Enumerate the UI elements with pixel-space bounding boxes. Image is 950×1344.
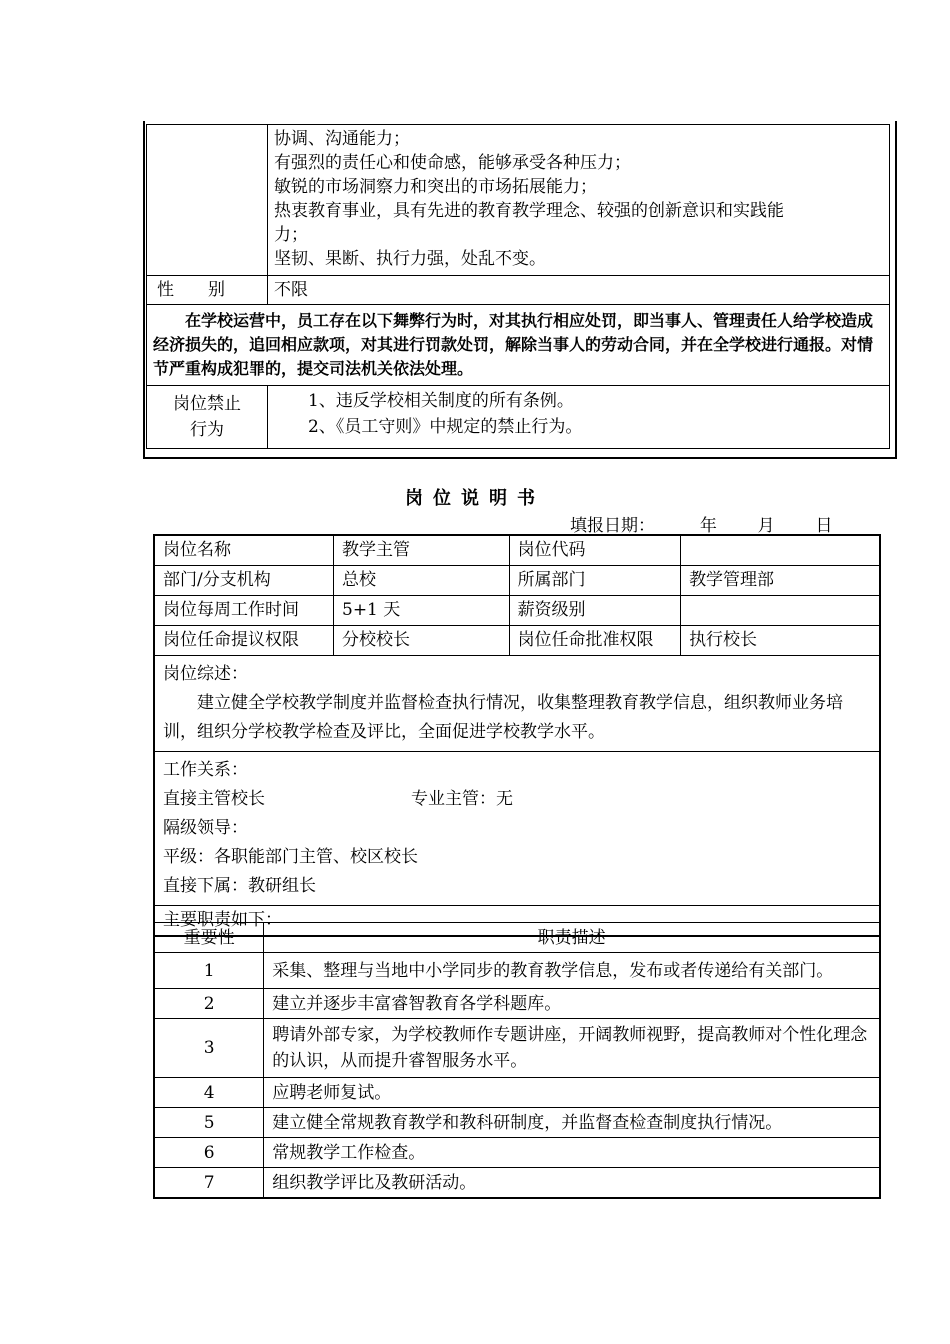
fill-date — [570, 511, 832, 536]
summary-section — [154, 656, 880, 752]
duty-number: 7 — [154, 1168, 264, 1199]
date-month: 月 — [757, 516, 775, 536]
duty-text: 建立并逐步丰富睿智教育各学科题库。 — [264, 989, 880, 1019]
qualities-label-cell — [147, 125, 268, 276]
salary-label: 薪资级别 — [509, 596, 681, 626]
duty-number: 6 — [154, 1138, 264, 1168]
forbidden-items — [268, 386, 890, 449]
qualities-cell — [268, 125, 890, 276]
approve-value: 执行校长 — [681, 626, 880, 656]
job-description-table — [153, 534, 881, 937]
dept-value: 总校 — [334, 566, 510, 596]
quality-line: 有强烈的责任心和使命感，能够承受各种压力； — [274, 153, 631, 173]
penalty-paragraph: 在学校运营中，员工存在以下舞弊行为时，对其执行相应处罚，即当事人、管理责任人给学校造成经济损失的，追回相应款项，对其进行罚款处罚，解除当事人的劳动合同，并在全学校进行通报。对情节严重构成犯罪的，提交司法机关依法处理。 — [147, 305, 890, 386]
hours-value: 5+1 天 — [334, 596, 510, 626]
hours-label: 岗位每周工作时间 — [154, 596, 334, 626]
forbidden-label-line1: 岗位禁止 — [173, 394, 241, 414]
approve-label: 岗位任命批准权限 — [509, 626, 681, 656]
supervisors-line — [163, 785, 871, 814]
peer-level: 平级：各职能部门主管、校区校长 — [163, 847, 418, 867]
quality-line: 敏锐的市场洞察力和突出的市场拓展能力； — [274, 177, 597, 197]
quality-line: 协调、沟通能力； — [274, 129, 410, 149]
col-importance: 重要性 — [154, 923, 264, 953]
duty-text: 应聘老师复试。 — [264, 1078, 880, 1108]
direct-supervisor: 直接主管校长 — [163, 789, 265, 809]
forbidden-label — [147, 386, 268, 449]
professional-supervisor: 专业主管：无 — [411, 789, 513, 809]
relations-label: 工作关系： — [163, 760, 248, 780]
duty-number: 3 — [154, 1019, 264, 1078]
col-description: 职责描述 — [264, 923, 880, 953]
date-label: 填报日期： — [570, 516, 655, 536]
gender-value: 不限 — [268, 276, 890, 305]
job-code-label: 岗位代码 — [509, 535, 681, 566]
propose-label: 岗位任命提议权限 — [154, 626, 334, 656]
belong-value: 教学管理部 — [681, 566, 880, 596]
document-title: 岗位说明书 — [405, 488, 545, 509]
duty-number: 2 — [154, 989, 264, 1019]
duties-label: 主要职责如下： — [154, 906, 880, 937]
gender-label: 性 别 — [147, 276, 268, 305]
skip-level-leader: 隔级领导： — [163, 818, 248, 838]
quality-line: 力； — [274, 225, 308, 245]
job-name-value: 教学主管 — [334, 535, 510, 566]
dept-label: 部门/分支机构 — [154, 566, 334, 596]
quality-line: 热衷教育事业，具有先进的教育教学理念、较强的创新意识和实践能 — [274, 201, 784, 221]
relations-section — [154, 752, 880, 906]
forbidden-item: 2、《员工守则》中规定的禁止行为。 — [308, 417, 583, 437]
duty-number: 1 — [154, 953, 264, 989]
quality-line: 坚韧、果断、执行力强，处乱不变。 — [274, 249, 546, 269]
direct-subordinate: 直接下属：教研组长 — [163, 876, 316, 896]
duty-text: 组织教学评比及教研活动。 — [264, 1168, 880, 1199]
forbidden-item: 1、违反学校相关制度的所有条例。 — [308, 391, 574, 411]
salary-value — [681, 596, 880, 626]
duties-table — [153, 922, 881, 1199]
summary-text: 建立健全学校教学制度并监督检查执行情况，收集整理教育教学信息，组织教师业务培训，组织分学校教学检查及评比，全面促进学校教学水平。 — [163, 693, 843, 742]
date-day: 日 — [815, 516, 833, 536]
duty-number: 5 — [154, 1108, 264, 1138]
duty-text: 聘请外部专家，为学校教师作专题讲座，开阔教师视野，提高教师对个性化理念的认识，从而提升睿智服务水平。 — [264, 1019, 880, 1078]
forbidden-label-line2: 行为 — [190, 420, 224, 440]
belong-label: 所属部门 — [509, 566, 681, 596]
summary-label: 岗位综述： — [163, 664, 248, 684]
prev-requirements-table — [146, 124, 890, 449]
job-name-label: 岗位名称 — [154, 535, 334, 566]
duty-text: 建立健全常规教育教学和教科研制度，并监督查检查制度执行情况。 — [264, 1108, 880, 1138]
job-code-value — [681, 535, 880, 566]
duty-text: 采集、整理与当地中小学同步的教育教学信息，发布或者传递给有关部门。 — [264, 953, 880, 989]
duty-number: 4 — [154, 1078, 264, 1108]
duty-text: 常规教学工作检查。 — [264, 1138, 880, 1168]
date-year: 年 — [699, 516, 717, 536]
propose-value: 分校校长 — [334, 626, 510, 656]
